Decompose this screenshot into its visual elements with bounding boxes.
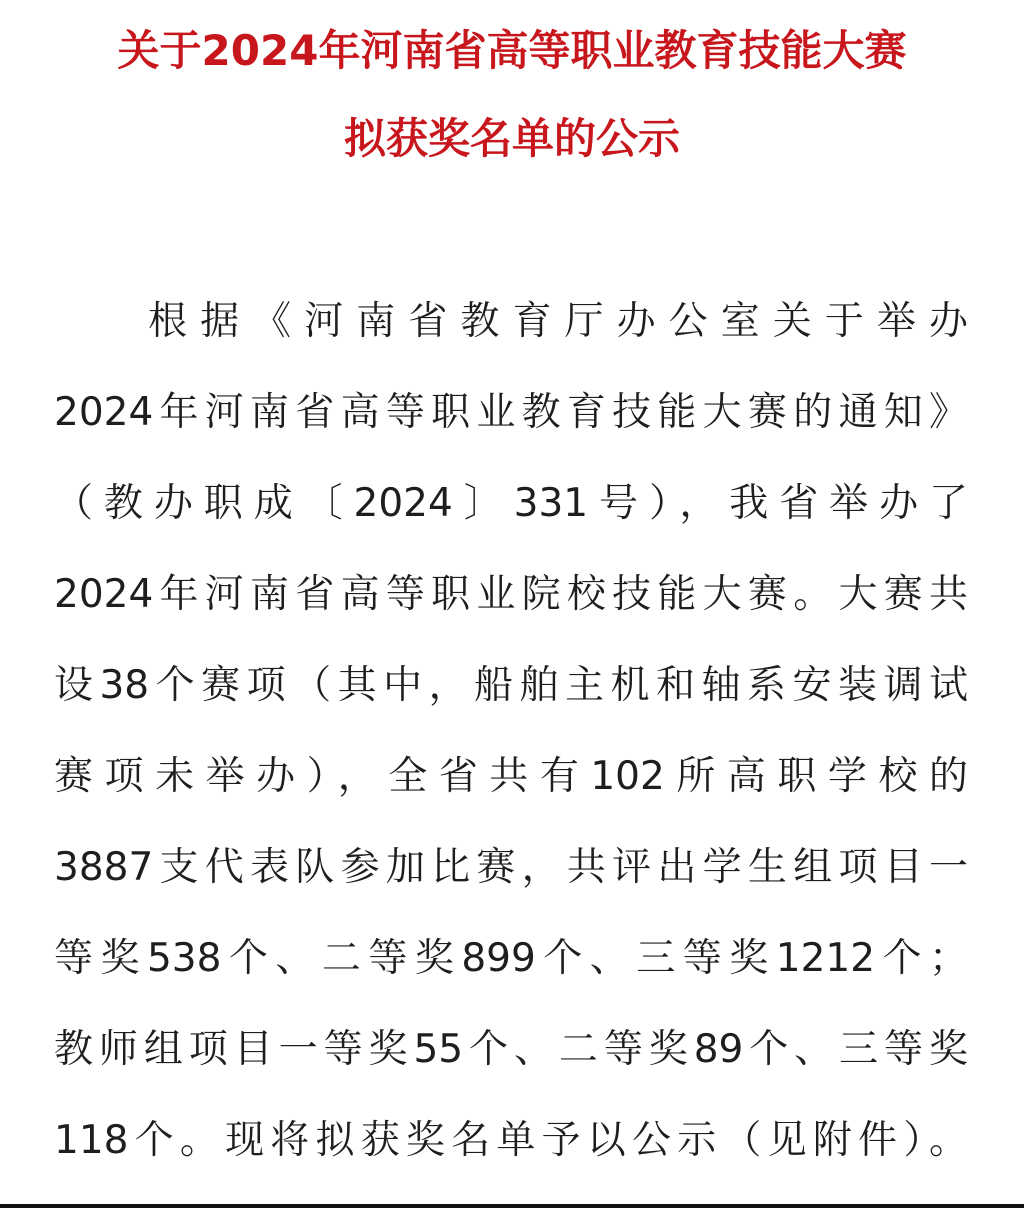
bottom-divider [0, 1204, 1024, 1208]
body-line: 教师组项目一等奖55个、二等奖89个、三等奖 [54, 1027, 968, 1072]
body-line: 118个。现将拟获奖名单予以公示（见附件）。 [54, 1118, 968, 1163]
body-line: 2024年河南省高等职业教育技能大赛的通知》 [54, 390, 968, 435]
body-line: 设38个赛项（其中，船舶主机和轴系安装调试 [54, 663, 968, 708]
notice-title [0, 20, 1024, 196]
body-line: 等奖538个、二等奖899个、三等奖1212个； [54, 936, 968, 981]
title-line-1: 关于2024年河南省高等职业教育技能大赛 [117, 26, 907, 75]
body-line: 3887支代表队参加比赛，共评出学生组项目一 [54, 845, 968, 890]
body-line: 2024年河南省高等职业院校技能大赛。大赛共 [54, 572, 968, 617]
body-line: 根据《河南省教育厅办公室关于举办 [148, 299, 968, 344]
body-line: 赛项未举办），全省共有102所高职学校的 [54, 754, 968, 799]
body-line: （教办职成〔2024〕331号），我省举办了 [54, 481, 968, 526]
title-line-2: 拟获奖名单的公示 [343, 114, 680, 163]
notice-body [54, 276, 968, 1186]
